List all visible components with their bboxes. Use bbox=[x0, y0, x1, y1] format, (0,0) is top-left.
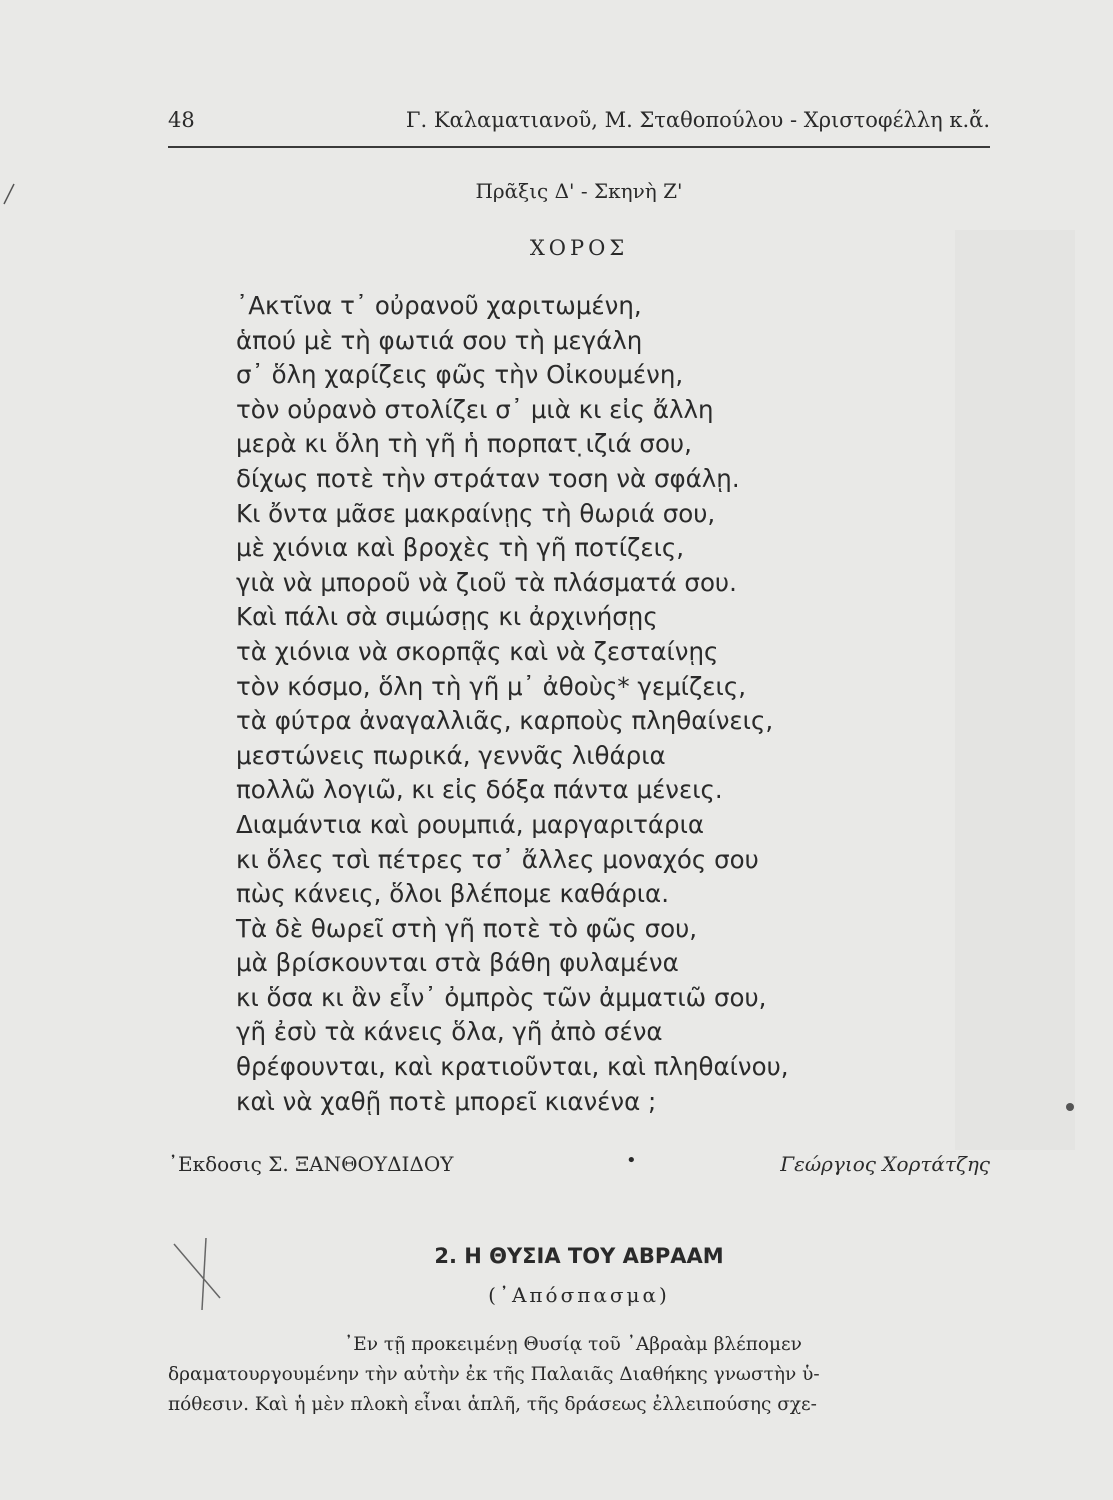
stray-dot bbox=[1064, 1100, 1076, 1114]
poem-line: τὰ φύτρα ἀναγαλλιᾶς, καρποὺς πληθαίνεις, bbox=[236, 706, 774, 736]
poem-line: μὲ χιόνια καὶ βροχὲς τὴ γῆ ποτίζεις, bbox=[236, 533, 685, 563]
poem-line: Κι ὄντα μᾶσε μακραίνῃς τὴ θωριά σου, bbox=[236, 498, 716, 528]
poem-line: πολλῶ λογιῶ, κι εἰς δόξα πάντα μένεις. bbox=[236, 775, 723, 805]
poem-line: γῆ ἐσὺ τὰ κάνεις ὅλα, γῆ ἀπὸ σένα bbox=[236, 1017, 663, 1047]
page-number: 48 bbox=[168, 108, 195, 132]
pencil-mark bbox=[170, 1236, 240, 1316]
poem-line: τὸν κόσμο, ὅλη τὴ γῆ μ᾿ ἀθοὺς* γεμίζεις, bbox=[236, 671, 747, 701]
margin-tick-mark bbox=[0, 180, 20, 210]
paragraph-line: ᾿Εν τῇ προκειμένῃ Θυσίᾳ τοῦ ᾿Αβραὰμ βλέπομεν bbox=[344, 1334, 802, 1355]
poem bbox=[236, 289, 836, 1119]
paragraph-line: δραματουργουμένην τὴν αὐτὴν ἐκ τῆς Παλαιᾶς Διαθήκης γνωστὴν ὑ- bbox=[168, 1364, 820, 1385]
publisher-credit: ᾿Εκδοσις Σ. ΞΑΝΘΟΥΔΙΔΟΥ bbox=[168, 1152, 454, 1176]
poem-line: Διαμάντια καὶ ρουμπιά, μαργαριτάρια bbox=[236, 809, 705, 839]
intro-paragraph bbox=[168, 1330, 986, 1420]
poem-line: κι ὅλες τσὶ πέτρες τσ᾿ ἄλλες μοναχός σου bbox=[236, 844, 759, 874]
poem-line: Καὶ πάλι σὰ σιμώσῃς κι ἀρχινήσῃς bbox=[236, 602, 658, 632]
poem-line: τὰ χιόνια νὰ σκορπᾷς καὶ νὰ ζεσταίνῃς bbox=[236, 636, 719, 666]
running-title: Γ. Καλαματιανοῦ, Μ. Σταθοπούλου - Χριστοφέλλη κ.ἄ. bbox=[405, 108, 990, 132]
poem-line: κι ὅσα κι ἂν εἶν᾿ ὀμπρὸς τῶν ἀμματιῶ σου, bbox=[236, 982, 767, 1012]
poem-line: ᾿Ακτῖνα τ᾿ οὐρανοῦ χαριτωμένη, bbox=[236, 291, 642, 320]
poem-line: Τὰ δὲ θωρεῖ στὴ γῆ ποτὲ τὸ φῶς σου, bbox=[236, 913, 698, 943]
bullet-separator: • bbox=[626, 1150, 637, 1171]
poem-line: γιὰ νὰ μπορoῦ νὰ ζιοῦ τὰ πλάσματά σου. bbox=[236, 567, 737, 597]
poet-name: Γεώργιος Χορτάτζης bbox=[780, 1152, 990, 1176]
scene-heading: Πρᾶξις Δ' - Σκηνὴ Ζ' bbox=[475, 179, 683, 203]
poem-line: τὸν οὐρανὸ στολίζει σ᾿ μιὰ κι εἰς ἄλλη bbox=[236, 394, 714, 424]
show-through-shadow bbox=[955, 230, 1075, 1150]
paragraph-line: πόθεσιν. Καὶ ἡ μὲν πλοκὴ εἶναι ἁπλῆ, τῆς δράσεως ἐλλειπούσης σχε- bbox=[168, 1394, 817, 1415]
poem-line: θρέφουνται, καὶ κρατιοῦνται, καὶ πληθαίνου, bbox=[236, 1052, 789, 1082]
poem-line: μερὰ κι ὅλη τὴ γῆ ἡ πορπατ ̣ιζιά σου, bbox=[236, 429, 692, 459]
section-2-title: 2. Η ΘΥΣΙΑ ΤΟΥ ΑΒΡΑΑΜ bbox=[434, 1244, 724, 1268]
poem-line: ἁπού μὲ τὴ φωτιά σου τὴ μεγάλη bbox=[236, 325, 643, 355]
poem-line: μεστώνεις πωρικά, γεννᾶς λιθάρια bbox=[236, 740, 666, 770]
header-rule bbox=[168, 146, 990, 148]
poem-line: σ᾿ ὅλη χαρίζεις φῶς τὴν Οἰκουμένη, bbox=[236, 360, 684, 390]
poem-line: καὶ νὰ χαθῇ ποτὲ μπορεῖ κιανένα ; bbox=[236, 1086, 657, 1116]
poem-line: πὼς κάνεις, ὅλοι βλέπομε καθάρια. bbox=[236, 879, 669, 909]
poem-line: μὰ βρίσκουνται στὰ βάθη φυλαμένα bbox=[236, 948, 679, 978]
poem-line: δίχως ποτὲ τὴν στράταν τοση νὰ σφάλῃ. bbox=[236, 463, 740, 493]
section-title: ΧΟΡΟΣ bbox=[529, 236, 629, 260]
section-2-subtitle: (᾿Απόσπασμα) bbox=[488, 1283, 670, 1307]
